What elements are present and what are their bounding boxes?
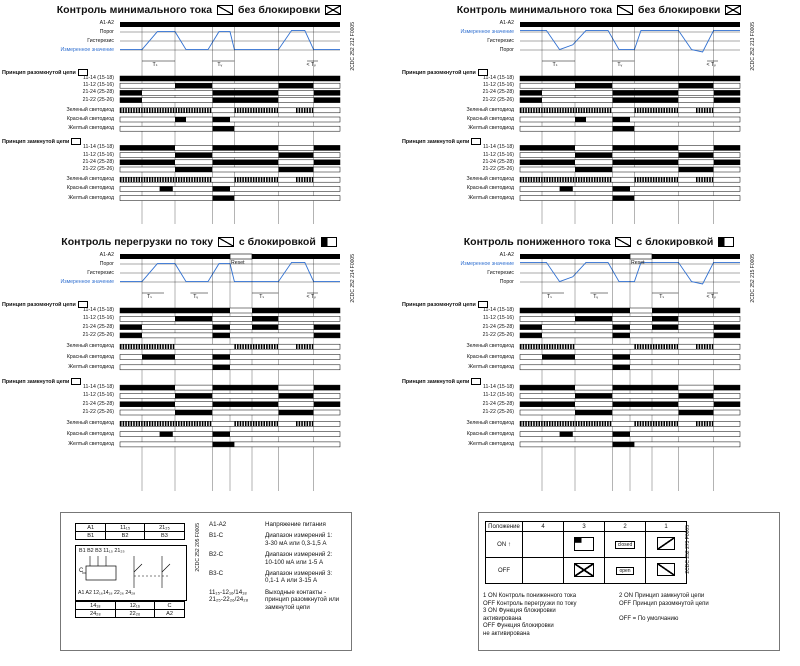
switch-3-header: 3 bbox=[564, 522, 605, 532]
contact-label: 11-14 (15-18) bbox=[82, 75, 114, 81]
pin-cell: 24₂₈ bbox=[76, 610, 116, 618]
led-label: Красный светодиод bbox=[66, 430, 114, 437]
contact-label: 11-14 (15-18) bbox=[482, 144, 514, 151]
contact-label: 21-24 (25-28) bbox=[482, 400, 514, 407]
diagram-code: 2CDC 252 214 F0005 bbox=[350, 254, 356, 303]
contact-label: 21-24 (25-28) bbox=[82, 323, 114, 330]
legend-desc: Выходные контакты - принцип разомкнутой или замкнутой цепи bbox=[265, 588, 340, 611]
row-label: A1-A2 bbox=[99, 20, 114, 26]
switch-2-header: 2 bbox=[605, 522, 646, 532]
pin-cell: 14₁₈ bbox=[76, 602, 116, 610]
switch-note: OFF Контроль перегрузки по току bbox=[483, 600, 577, 607]
contact-label: 11-14 (15-18) bbox=[82, 384, 114, 391]
panel-title: Контроль минимального тока без блокировки bbox=[0, 4, 400, 16]
row-label: A1-A2 bbox=[499, 252, 514, 258]
led-label: Зеленый светодиод bbox=[466, 106, 514, 113]
contact-label: 11-14 (15-18) bbox=[82, 307, 114, 313]
pin-cell: 22₂₆ bbox=[115, 610, 154, 618]
switch-note: активирована bbox=[483, 615, 522, 622]
terminal-schematic bbox=[75, 545, 187, 601]
latch-icon bbox=[321, 237, 337, 247]
schematic-lines bbox=[76, 546, 186, 600]
switch-2-off bbox=[605, 558, 646, 584]
schematic-bottom-labels: A1 A2 12₁₆14₁₈ 22₂₆ 24₂₈ bbox=[78, 590, 136, 596]
contact-label: 21-22 (25-26) bbox=[482, 409, 514, 415]
terminal-bottom-table bbox=[75, 601, 185, 618]
pin-cell: B2 bbox=[106, 532, 144, 540]
contact-label: 11-14 (15-18) bbox=[482, 307, 514, 313]
legend-term: B2-C bbox=[209, 551, 224, 559]
dip-switch-box bbox=[478, 512, 780, 651]
led-label: Желтый светодиод bbox=[468, 440, 514, 447]
latch-icon bbox=[718, 237, 734, 247]
analog-row-label: Гистерезис bbox=[87, 270, 114, 276]
dip-switch-table bbox=[485, 521, 687, 584]
led-label: Красный светодиод bbox=[466, 353, 514, 360]
analog-row-label: Гистерезис bbox=[487, 270, 514, 276]
pinout-legend bbox=[209, 521, 349, 646]
switch-note: OFF Принцип разомкнутой цепи bbox=[619, 600, 709, 607]
timing-label: < Tᵥ bbox=[306, 294, 316, 300]
open-contact-icon: open bbox=[616, 567, 633, 575]
led-label: Красный светодиод bbox=[466, 185, 514, 192]
switch-3-off bbox=[564, 558, 605, 584]
contact-label: 11-14 (15-18) bbox=[482, 75, 514, 81]
contact-label: 11-12 (15-16) bbox=[82, 82, 114, 89]
legend-desc: Диапазон измерений 1: 3-30 мА или 0,3-1,5 А bbox=[265, 532, 333, 547]
timing-label: Tₛ bbox=[152, 62, 158, 68]
pin-cell: B3 bbox=[144, 532, 184, 540]
function-icon bbox=[217, 5, 233, 15]
led-label: Зеленый светодиод bbox=[466, 176, 514, 183]
legend-term: A1-A2 bbox=[209, 521, 227, 528]
pin-cell: A2 bbox=[155, 610, 185, 618]
contact-label: 11-12 (15-16) bbox=[482, 151, 514, 158]
led-label: Красный светодиод bbox=[466, 116, 514, 122]
led-label: Зеленый светодиод bbox=[66, 176, 114, 183]
timing-label: < Tᵥ bbox=[706, 62, 716, 68]
contact-label: 11-14 (15-18) bbox=[82, 144, 114, 151]
diagram-code: 2CDC 252 215 F0005 bbox=[750, 254, 756, 303]
led-label: Желтый светодиод bbox=[468, 125, 514, 132]
pin-cell: 12₁₆ bbox=[115, 602, 154, 610]
led-label: Желтый светодиод bbox=[68, 440, 114, 447]
position-header: Положение bbox=[486, 522, 523, 532]
contact-label: 21-24 (25-28) bbox=[482, 158, 514, 165]
contact-label: 21-22 (25-26) bbox=[82, 331, 114, 338]
timing-label: Tₛ bbox=[259, 294, 265, 300]
measured-value-label: Измеренное значение bbox=[460, 29, 514, 35]
switch-4-off bbox=[523, 558, 564, 584]
schematic-c-label: C bbox=[79, 568, 84, 574]
legend-term: 11₁₅-12₁₆/14₁₈ 21₂₅-22₂₆/24₂₈ bbox=[209, 588, 249, 604]
off-label: OFF bbox=[486, 558, 523, 584]
switch-4-header: 4 bbox=[523, 522, 564, 532]
led-label: Зеленый светодиод bbox=[66, 106, 114, 113]
contact-label: 21-24 (25-28) bbox=[82, 400, 114, 407]
timing-label: Tᵥ bbox=[593, 294, 599, 300]
undercurrent-icon bbox=[657, 537, 675, 550]
overcurrent-icon bbox=[657, 563, 675, 576]
switch-3-on bbox=[564, 532, 605, 558]
on-label: ON ↑ bbox=[486, 532, 523, 558]
led-label: Желтый светодиод bbox=[468, 363, 514, 370]
section-title: Принцип замкнутой цепи bbox=[2, 138, 81, 145]
switch-2-on bbox=[605, 532, 646, 558]
timing-label: < Tᵥ bbox=[306, 62, 316, 68]
contact-label: 11-12 (15-16) bbox=[82, 392, 114, 399]
pin-cell: B1 bbox=[76, 532, 106, 540]
led-label: Красный светодиод bbox=[66, 185, 114, 192]
pin-cell: 11₁₅ bbox=[106, 524, 144, 532]
switch-1-off bbox=[646, 558, 687, 584]
legend-desc: Напряжение питания bbox=[265, 521, 326, 528]
legend-term: B3-C bbox=[209, 570, 224, 577]
contact-label: 21-22 (25-26) bbox=[482, 331, 514, 338]
panel-title: Контроль пониженного тока с блокировкой bbox=[400, 236, 800, 248]
row-label: A1-A2 bbox=[99, 252, 114, 258]
diagram-code: 2CDC 252 213 F0005 bbox=[750, 22, 756, 71]
legend-desc: Диапазон измерений 2: 10-100 мА или 1-5 А bbox=[265, 551, 333, 566]
section-title: Принцип разомкнутой цепи bbox=[2, 69, 88, 76]
contact-label: 11-12 (15-16) bbox=[82, 315, 114, 322]
contact-label: 11-12 (15-16) bbox=[482, 82, 514, 89]
contact-label: 21-22 (25-26) bbox=[482, 166, 514, 172]
timing-label: < Tᵥ bbox=[706, 294, 716, 300]
pin-cell: 21₂₅ bbox=[144, 524, 184, 532]
switch-note: 1 ON Контроль пониженного тока bbox=[483, 593, 577, 599]
timing-label: Tₛ bbox=[659, 294, 665, 300]
led-label: Зеленый светодиод bbox=[66, 343, 114, 350]
switches-code: 2CDC 252 273 F0005 bbox=[685, 525, 691, 574]
reset-label: Reset bbox=[631, 260, 645, 266]
analog-row-label: Порог bbox=[499, 47, 514, 53]
timing-label: Tₛ bbox=[547, 294, 553, 300]
function-icon bbox=[615, 237, 631, 247]
switch-note: 2 ON Принцип замкнутой цепи bbox=[619, 593, 705, 599]
led-label: Желтый светодиод bbox=[68, 125, 114, 132]
panel-title: Контроль перегрузки по току с блокировкой bbox=[0, 236, 400, 248]
switch-note: OFF Функция блокировки bbox=[483, 623, 554, 630]
contact-label: 21-22 (25-26) bbox=[482, 96, 514, 103]
pinout-code: 2CDC 252 205 F0005 bbox=[195, 523, 201, 572]
contact-label: 21-24 (25-28) bbox=[482, 89, 514, 96]
switch-note: не активирована bbox=[483, 631, 530, 637]
pin-cell: A1 bbox=[76, 524, 106, 532]
section-title: Принцип замкнутой цепи bbox=[2, 378, 81, 385]
led-label: Красный светодиод bbox=[66, 116, 114, 122]
latch-icon bbox=[725, 5, 741, 15]
led-label: Зеленый светодиод bbox=[466, 343, 514, 350]
section-title: Принцип разомкнутой цепи bbox=[402, 301, 488, 308]
led-label: Желтый светодиод bbox=[68, 363, 114, 370]
row-label: A1-A2 bbox=[499, 20, 514, 26]
contact-label: 11-12 (15-16) bbox=[482, 315, 514, 322]
analog-row-label: Гистерезис bbox=[487, 38, 514, 44]
led-label: Желтый светодиод bbox=[68, 194, 114, 201]
function-icon bbox=[218, 237, 234, 247]
latch-on-icon bbox=[574, 537, 594, 551]
timing-label: Tₛ bbox=[147, 294, 153, 300]
function-icon bbox=[617, 5, 633, 15]
switch-note: OFF = По умолчанию bbox=[619, 615, 679, 622]
no-latch-icon bbox=[574, 563, 594, 577]
contact-label: 21-22 (25-26) bbox=[82, 166, 114, 172]
analog-row-label: Порог bbox=[499, 279, 514, 285]
terminal-box bbox=[60, 512, 352, 651]
analog-row-label: Порог bbox=[99, 261, 114, 267]
switch-note: 3 ON Функция блокировки bbox=[483, 608, 556, 615]
led-label: Красный светодиод bbox=[66, 353, 114, 360]
closed-contact-icon: closed bbox=[615, 541, 635, 549]
contact-label: 11-14 (15-18) bbox=[482, 384, 514, 391]
contact-label: 21-24 (25-28) bbox=[82, 158, 114, 165]
section-title: Принцип разомкнутой цепи bbox=[402, 69, 488, 76]
analog-row-label: Гистерезис bbox=[87, 38, 114, 44]
contact-label: 21-22 (25-26) bbox=[82, 409, 114, 415]
measured-value-label: Измеренное значение bbox=[60, 47, 114, 53]
switch-4-on bbox=[523, 532, 564, 558]
legend-desc: Диапазон измерений 3: 0,1-1 А или 3-15 А bbox=[265, 570, 333, 585]
led-label: Красный светодиод bbox=[466, 430, 514, 437]
timing-label: Tᵥ bbox=[193, 294, 199, 300]
contact-label: 21-24 (25-28) bbox=[82, 89, 114, 96]
contact-label: 11-12 (15-16) bbox=[82, 151, 114, 158]
section-title: Принцип замкнутой цепи bbox=[402, 138, 481, 145]
timing-label: Tᵥ bbox=[617, 62, 623, 68]
switch-1-on bbox=[646, 532, 687, 558]
schematic-top-labels: B1 B2 B3 11₁₅ 21₂₅ bbox=[79, 548, 125, 554]
section-title: Принцип замкнутой цепи bbox=[402, 378, 481, 385]
measured-value-label: Измеренное значение bbox=[460, 261, 514, 267]
legend-term: B1-C bbox=[209, 532, 224, 540]
led-label: Зеленый светодиод bbox=[66, 420, 114, 427]
switch-notes bbox=[483, 593, 623, 648]
contact-label: 11-12 (15-16) bbox=[482, 392, 514, 399]
contact-label: 21-24 (25-28) bbox=[482, 323, 514, 330]
timing-label: Tₛ bbox=[552, 62, 558, 68]
terminal-top-table bbox=[75, 523, 185, 540]
switch-1-header: 1 bbox=[646, 522, 687, 532]
diagram-code: 2CDC 252 212 F0005 bbox=[350, 22, 356, 71]
contact-label: 21-22 (25-26) bbox=[82, 96, 114, 103]
led-label: Зеленый светодиод bbox=[466, 420, 514, 427]
reset-label: Reset bbox=[231, 260, 245, 266]
measured-value-label: Измеренное значение bbox=[60, 279, 114, 285]
timing-label: Tᵥ bbox=[217, 62, 223, 68]
pin-cell: C bbox=[155, 602, 185, 610]
analog-row-label: Порог bbox=[99, 29, 114, 35]
led-label: Желтый светодиод bbox=[468, 194, 514, 201]
latch-icon bbox=[325, 5, 341, 15]
switch-notes-right bbox=[619, 593, 777, 633]
section-title: Принцип разомкнутой цепи bbox=[2, 301, 88, 308]
panel-title: Контроль минимального тока без блокировки bbox=[400, 4, 800, 16]
